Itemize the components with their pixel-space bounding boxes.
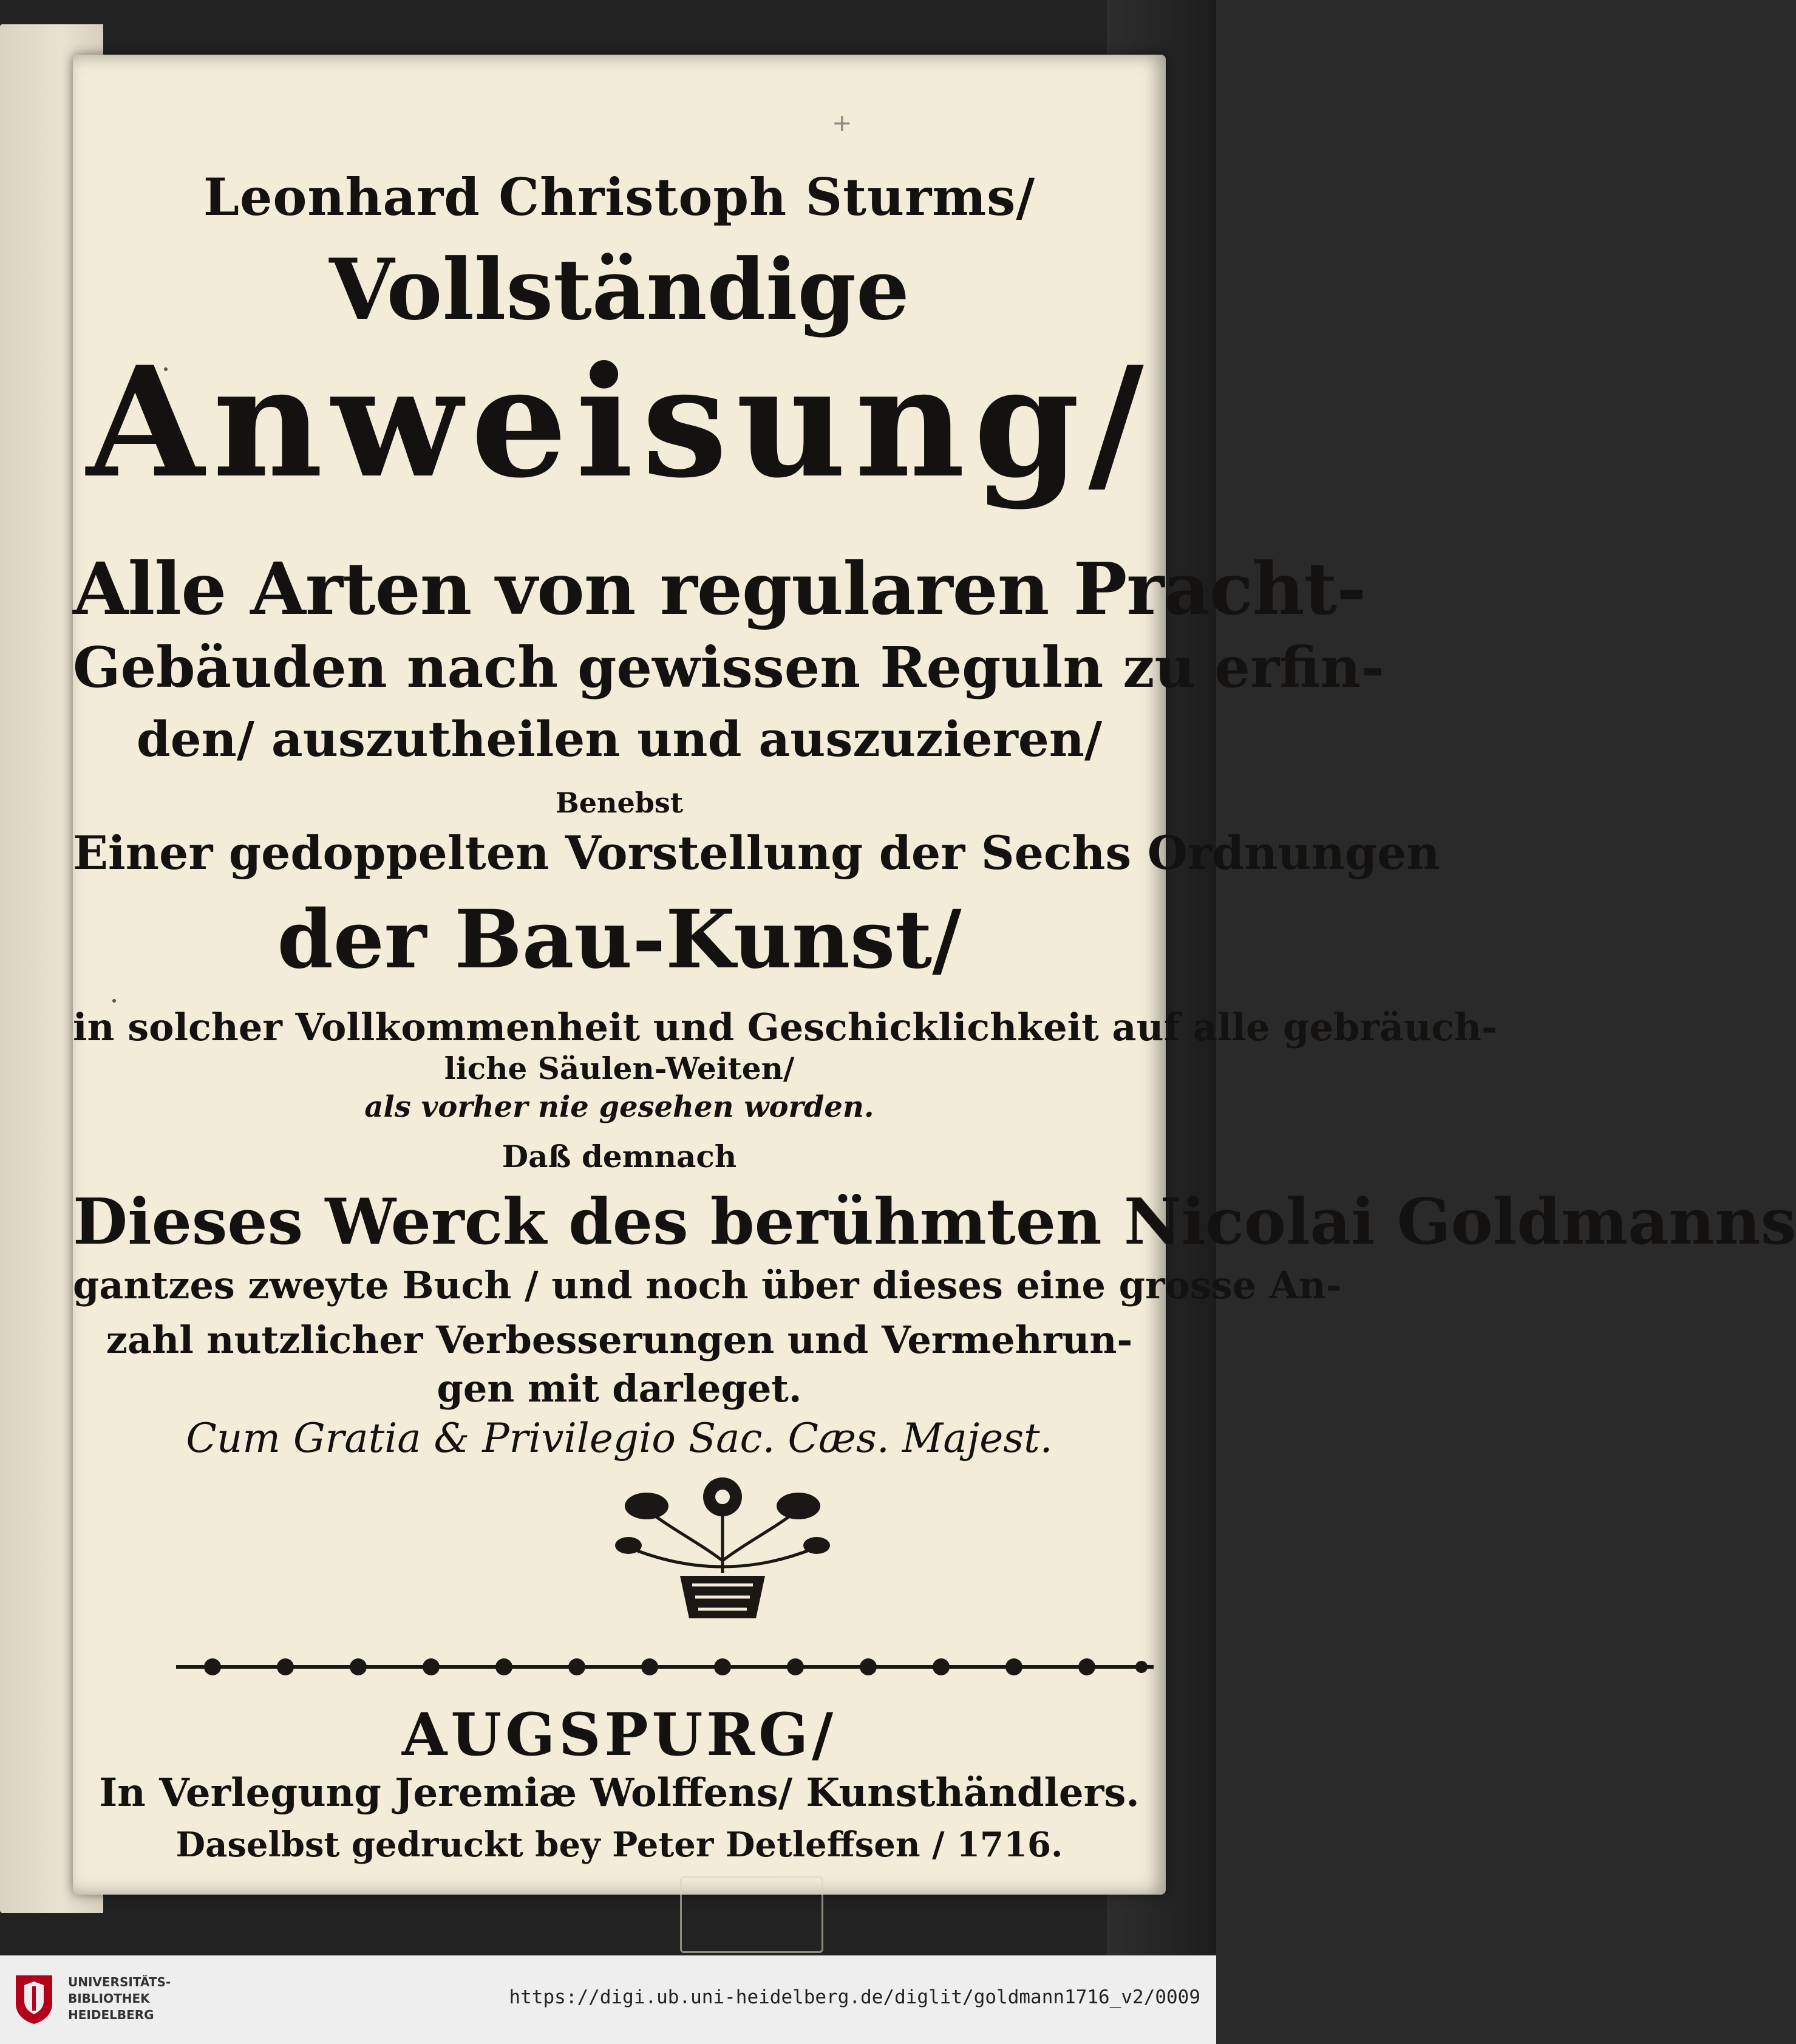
- title-line-benebst: Benebst: [555, 786, 684, 819]
- pencil-mark: +: [832, 109, 852, 137]
- imprint-place: AUGSPURG/: [401, 1700, 837, 1769]
- imprint-publisher: In Verlegung Jeremiæ Wolffens/ Kunsthändlers.: [99, 1770, 1140, 1816]
- author-line: Leonhard Christoph Sturms/: [203, 167, 1036, 227]
- title-line-zahl: zahl nutzlicher Verbesserungen und Vermehrun-: [106, 1318, 1133, 1362]
- library-name-line: UNIVERSITÄTS-: [68, 1975, 171, 1989]
- library-name-line: HEIDELBERG: [68, 2008, 154, 2022]
- privilege-line: Cum Gratia & Privilegio Sac. Cæs. Majest.: [186, 1415, 1053, 1462]
- title-line-gen: gen mit darleget.: [437, 1366, 802, 1411]
- title-vollstaendige: Vollständige: [329, 240, 910, 339]
- title-line-den: den/ auszutheilen und auszuzieren/: [136, 710, 1103, 768]
- title-page: [73, 55, 1796, 1895]
- title-line-alle: Alle Arten von regularen Pracht-: [73, 547, 1366, 631]
- permalink-url[interactable]: https://digi.ub.uni-heidelberg.de/diglit/goldmann1716_v2/0009: [509, 1986, 1200, 2008]
- title-line-dass: Daß demnach: [502, 1139, 737, 1174]
- library-name[interactable]: [68, 1974, 171, 2023]
- title-line-in-solcher: in solcher Vollkommenheit und Geschicklichkeit auf alle gebräuch-: [73, 1005, 1497, 1049]
- library-stamp: [680, 1876, 823, 1953]
- ink-speck: [112, 999, 116, 1003]
- imprint-printer: Daselbst gedruckt bey Peter Detleffsen / 1716.: [175, 1825, 1063, 1865]
- title-line-liche: liche Säulen-Weiten/: [444, 1051, 795, 1086]
- viewer-footer: [0, 1955, 1216, 2044]
- title-line-als: als vorher nie gesehen worden.: [364, 1090, 874, 1124]
- university-logo-icon[interactable]: [12, 1973, 56, 2025]
- title-line-gantzes: gantzes zweyte Buch / und noch über dieses eine grosse An-: [73, 1263, 1342, 1307]
- title-line-dieses: Dieses Werck des berühmten Nicolai Goldmanns: [73, 1184, 1796, 1259]
- library-name-line: BIBLIOTHEK: [68, 1991, 150, 2006]
- ornamental-rule: [176, 1652, 1154, 1682]
- flower-basket-vignette: [607, 1470, 838, 1627]
- title-line-gebaeuden: Gebäuden nach gewissen Reguln zu erfin-: [73, 635, 1384, 700]
- title-anweisung: Anweisung/: [86, 333, 1152, 511]
- title-line-baukunst: der Bau-Kunst/: [277, 893, 962, 987]
- title-line-einer: Einer gedoppelten Vorstellung der Sechs Ordnungen: [73, 826, 1440, 880]
